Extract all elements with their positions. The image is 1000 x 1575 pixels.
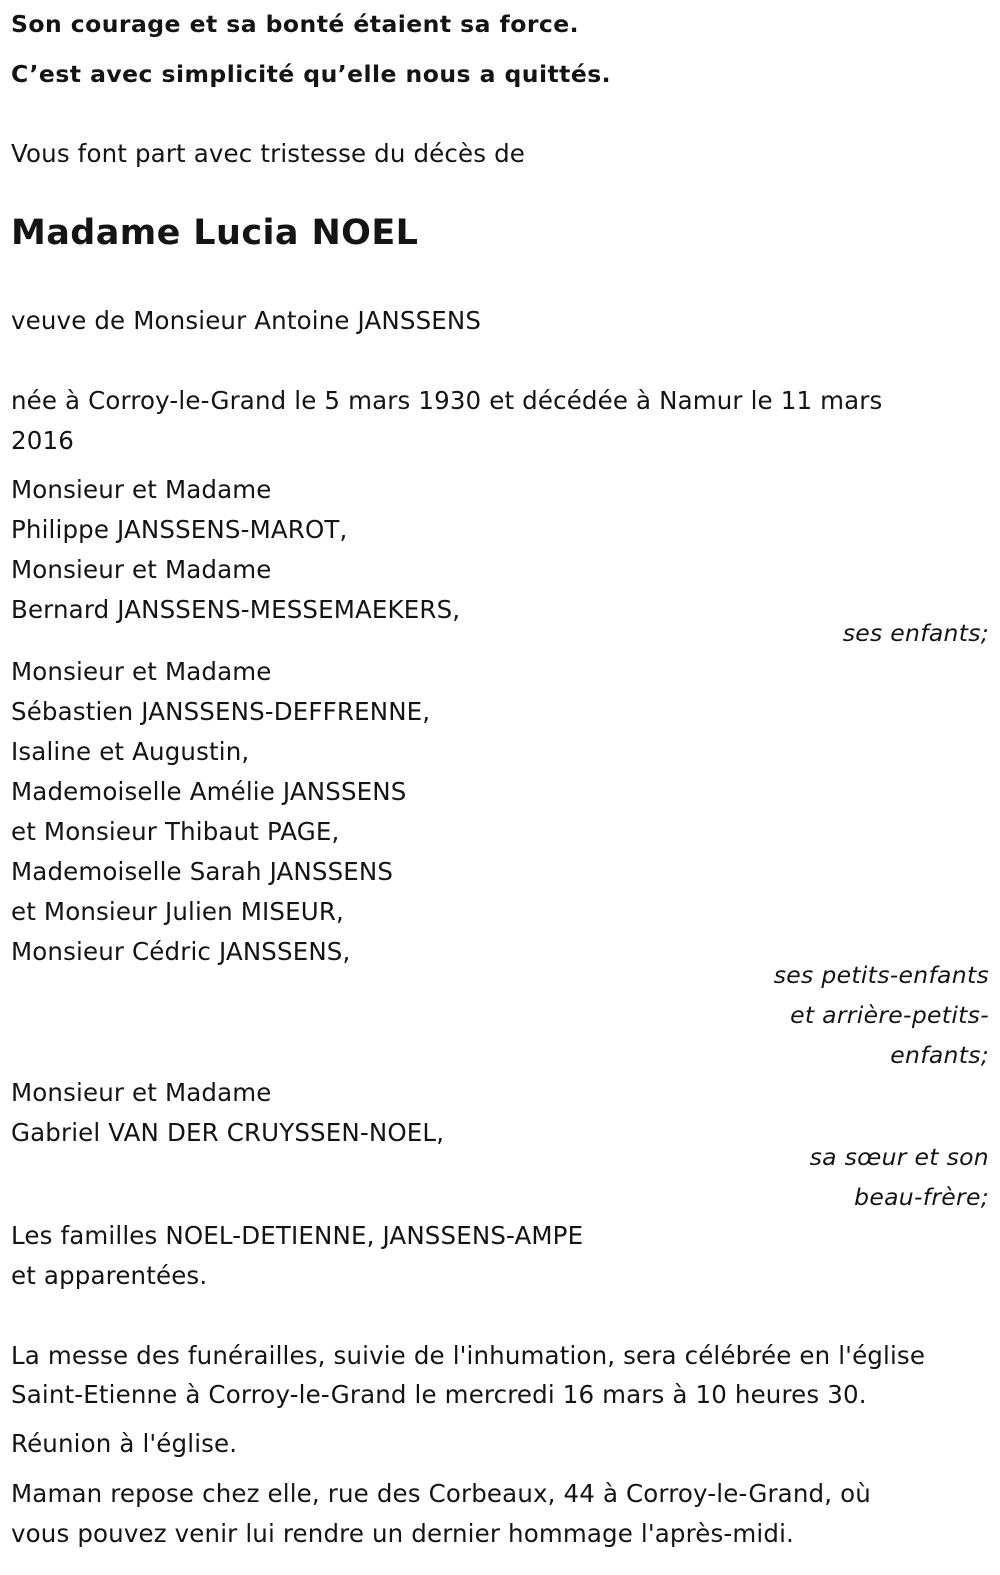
spouse-line: veuve de Monsieur Antoine JANSSENS [11, 306, 482, 335]
children-relation: ses enfants; [842, 619, 989, 647]
grandchildren-line: Monsieur et Madame [11, 657, 272, 686]
deceased-name: Madame Lucia NOEL [11, 213, 419, 253]
dates-line-1: née à Corroy-le-Grand le 5 mars 1930 et décédée à Namur le 11 mars [11, 386, 883, 415]
grandchildren-line: Mademoiselle Sarah JANSSENS [11, 857, 394, 886]
families-line: et apparentées. [11, 1261, 208, 1290]
grandchildren-line: Isaline et Augustin, [11, 737, 250, 766]
announcement-text: Vous font part avec tristesse du décès de [11, 139, 526, 168]
grandchildren-relation: et arrière-petits- [790, 1001, 989, 1029]
rest-line-2: vous pouvez venir lui rendre un dernier hommage l'après-midi. [11, 1519, 794, 1548]
intro-line-1: Son courage et sa bonté étaient sa force. [11, 10, 580, 38]
grandchildren-line: et Monsieur Thibaut PAGE, [11, 817, 340, 846]
siblings-relation: beau-frère; [854, 1183, 989, 1211]
grandchildren-relation: enfants; [890, 1041, 989, 1069]
funeral-line-2: Saint-Etienne à Corroy-le-Grand le mercredi 16 mars à 10 heures 30. [11, 1380, 867, 1409]
families-line: Les familles NOEL-DETIENNE, JANSSENS-AMPE [11, 1221, 584, 1250]
children-line: Monsieur et Madame [11, 555, 272, 584]
grandchildren-line: Monsieur Cédric JANSSENS, [11, 937, 351, 966]
siblings-relation: sa sœur et son [809, 1143, 989, 1171]
siblings-line: Monsieur et Madame [11, 1078, 272, 1107]
funeral-line-1: La messe des funérailles, suivie de l'inhumation, sera célébrée en l'église [11, 1341, 926, 1370]
meeting-line: Réunion à l'église. [11, 1429, 238, 1458]
grandchildren-line: Mademoiselle Amélie JANSSENS [11, 777, 407, 806]
children-line: Monsieur et Madame [11, 475, 272, 504]
siblings-line: Gabriel VAN DER CRUYSSEN-NOEL, [11, 1118, 445, 1147]
intro-line-2: C’est avec simplicité qu’elle nous a quittés. [11, 60, 612, 88]
grandchildren-relation: ses petits-enfants [773, 961, 989, 989]
dates-line-2: 2016 [11, 426, 74, 455]
grandchildren-line: et Monsieur Julien MISEUR, [11, 897, 344, 926]
rest-line-1: Maman repose chez elle, rue des Corbeaux, 44 à Corroy-le-Grand, où [11, 1479, 871, 1508]
children-line: Bernard JANSSENS-MESSEMAEKERS, [11, 595, 461, 624]
children-line: Philippe JANSSENS-MAROT, [11, 515, 348, 544]
grandchildren-line: Sébastien JANSSENS-DEFFRENNE, [11, 697, 431, 726]
